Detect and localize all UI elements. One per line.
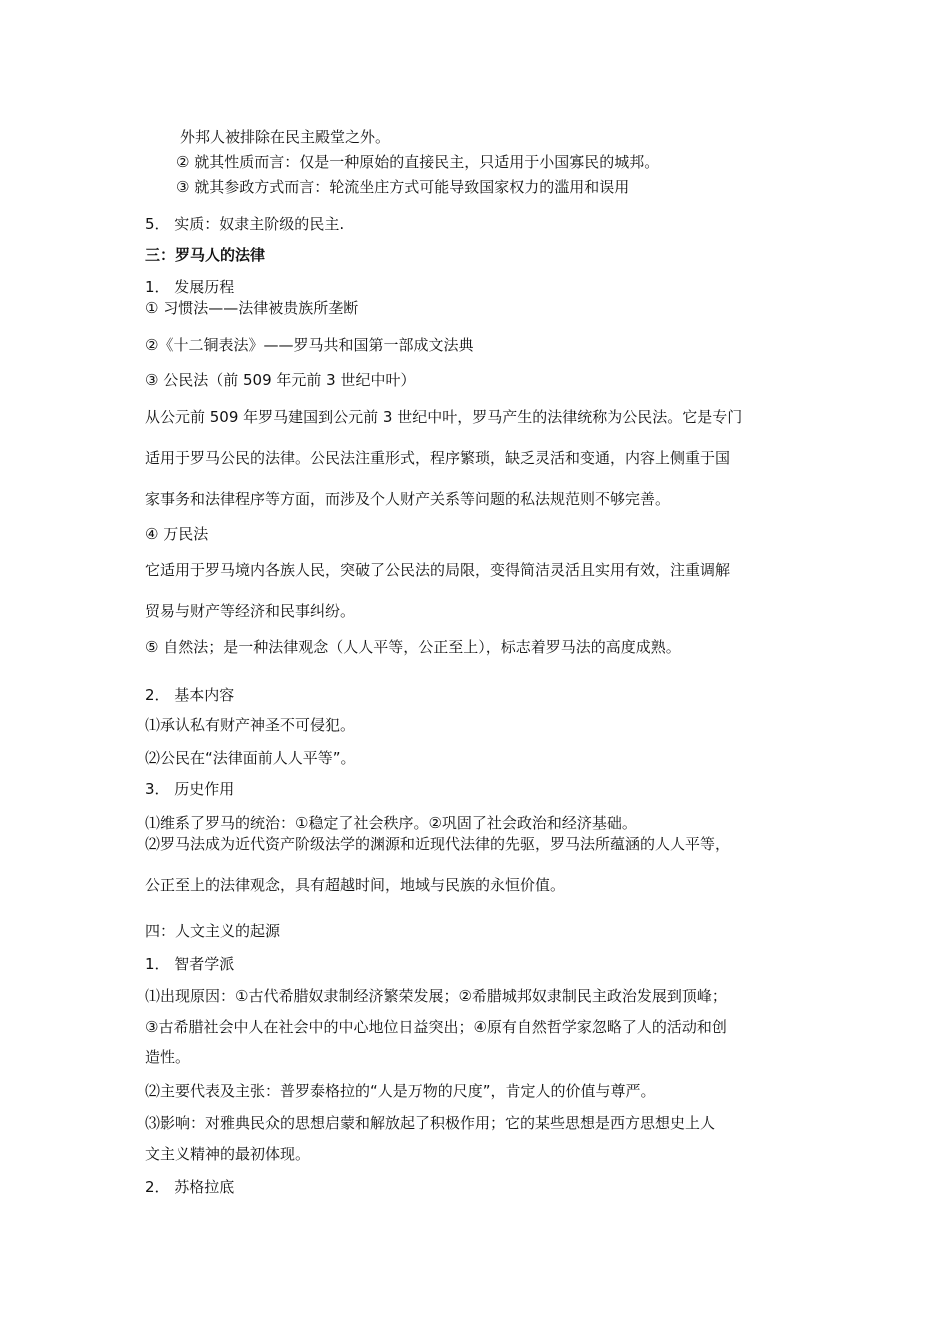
text-line: ⑴维系了罗马的统治：①稳定了社会秩序。②巩固了社会政治和经济基础。 — [145, 814, 637, 832]
paragraph-line: ⑵罗马法成为近代资产阶级法学的渊源和近现代法律的先驱，罗马法所蕴涵的人人平等， — [145, 835, 731, 853]
text-line: ⑴承认私有财产神圣不可侵犯。 — [145, 716, 356, 734]
text-line: 外邦人被排除在民主殿堂之外。 — [180, 128, 391, 146]
subsection-heading: 3． 历史作用 — [145, 780, 235, 798]
subsection-heading: 1． 智者学派 — [145, 955, 235, 973]
subsection-heading: 1． 发展历程 — [145, 278, 235, 296]
text-line: ① 习惯法——法律被贵族所垄断 — [145, 299, 359, 317]
paragraph-line: 它适用于罗马境内各族人民，突破了公民法的局限，变得简洁灵活且实用有效，注重调解 — [145, 561, 731, 579]
section-heading: 三：罗马人的法律 — [145, 246, 266, 264]
subsection-heading: 2． 苏格拉底 — [145, 1178, 235, 1196]
text-line: ③ 就其参政方式而言：轮流坐庄方式可能导致国家权力的滥用和误用 — [176, 178, 630, 196]
paragraph-line: 文主义精神的最初体现。 — [145, 1145, 311, 1163]
text-line: ④ 万民法 — [145, 525, 209, 543]
text-line: ②《十二铜表法》——罗马共和国第一部成文法典 — [145, 336, 474, 354]
paragraph-line: 从公元前 509 年罗马建国到公元前 3 世纪中叶，罗马产生的法律统称为公民法。它是专门 — [145, 408, 743, 426]
paragraph-line: 家事务和法律程序等方面，而涉及个人财产关系等问题的私法规范则不够完善。 — [145, 490, 671, 508]
paragraph-line: 适用于罗马公民的法律。公民法注重形式，程序繁琐，缺乏灵活和变通，内容上侧重于国 — [145, 449, 731, 467]
subsection-heading: 2． 基本内容 — [145, 686, 235, 704]
text-line: ⑵公民在“法律面前人人平等”。 — [145, 749, 356, 767]
text-line: 5． 实质：奴隶主阶级的民主. — [145, 215, 345, 233]
text-line: ⑤ 自然法；是一种法律观念（人人平等，公正至上），标志着罗马法的高度成熟。 — [145, 638, 681, 656]
paragraph-line: ③古希腊社会中人在社会中的中心地位日益突出；④原有自然哲学家忽略了人的活动和创 — [145, 1018, 727, 1036]
paragraph-line: 贸易与财产等经济和民事纠纷。 — [145, 602, 356, 620]
paragraph-line: ⑴出现原因：①古代希腊奴隶制经济繁荣发展；②希腊城邦奴隶制民主政治发展到顶峰； — [145, 987, 727, 1005]
paragraph-line: ⑶影响：对雅典民众的思想启蒙和解放起了积极作用；它的某些思想是西方思想史上人 — [145, 1114, 716, 1132]
text-line: ③ 公民法（前 509 年元前 3 世纪中叶） — [145, 371, 416, 389]
paragraph-line: 公正至上的法律观念，具有超越时间，地域与民族的永恒价值。 — [145, 876, 566, 894]
text-line: ⑵主要代表及主张：普罗泰格拉的“人是万物的尺度”，肯定人的价值与尊严。 — [145, 1082, 656, 1100]
section-heading: 四：人文主义的起源 — [145, 922, 281, 940]
paragraph-line: 造性。 — [145, 1048, 191, 1066]
text-line: ② 就其性质而言：仅是一种原始的直接民主，只适用于小国寡民的城邦。 — [176, 153, 660, 171]
